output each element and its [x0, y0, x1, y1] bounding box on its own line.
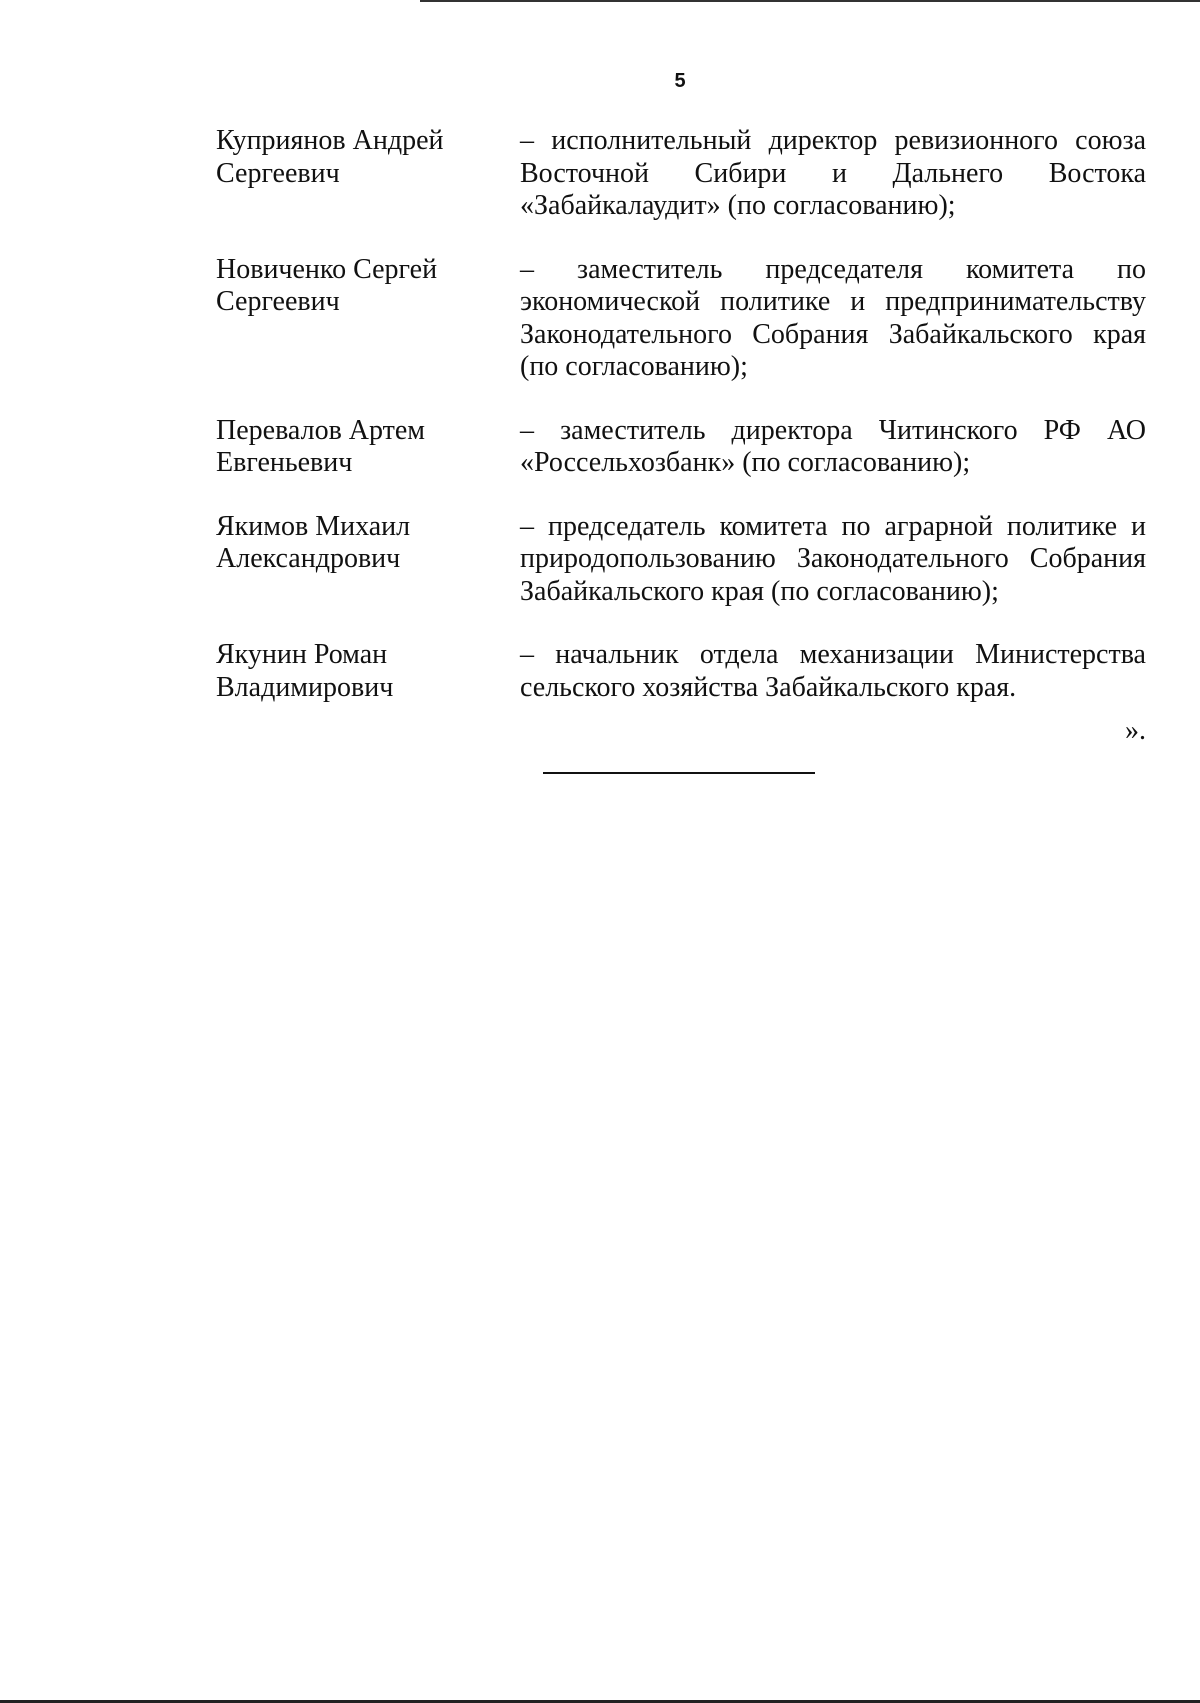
member-name: Куприянов Андрей Сергеевич: [216, 125, 444, 189]
member-position: – начальник отдела механизации Министерства сельского хозяйства Забайкальского края.: [520, 639, 1146, 703]
member-entry: [216, 125, 1146, 223]
member-name: Перевалов Артем Евгеньевич: [216, 414, 426, 478]
separator-rule: [543, 772, 815, 774]
member-name: Якимов Михаил Александрович: [216, 510, 411, 574]
member-position: – заместитель директора Читинского РФ АО «Россельхозбанк» (по согласованию);: [520, 414, 1146, 478]
member-list: [216, 125, 1146, 735]
member-entry: [216, 639, 1146, 704]
member-entry: [216, 415, 1146, 480]
page-number: 5: [674, 70, 686, 92]
member-name: Новиченко Сергей Сергеевич: [216, 253, 438, 317]
member-name: Якунин Роман Владимирович: [216, 639, 394, 703]
member-position: – заместитель председателя комитета по экономической политике и предпринимательству Законодательного Собрания Забайкальского края (по согласованию);: [520, 253, 1146, 382]
member-entry: [216, 254, 1146, 384]
closing-quote: ».: [1125, 715, 1146, 746]
member-position: – исполнительный директор ревизионного союза Восточной Сибири и Дальнего Востока «Забайкалаудит» (по согласованию);: [520, 125, 1146, 221]
scan-edge-top: [420, 0, 1200, 2]
member-entry: [216, 511, 1146, 609]
member-position: – председатель комитета по аграрной политике и природопользованию Законодательного Собрания Забайкальского края (по согласованию);: [520, 510, 1146, 607]
